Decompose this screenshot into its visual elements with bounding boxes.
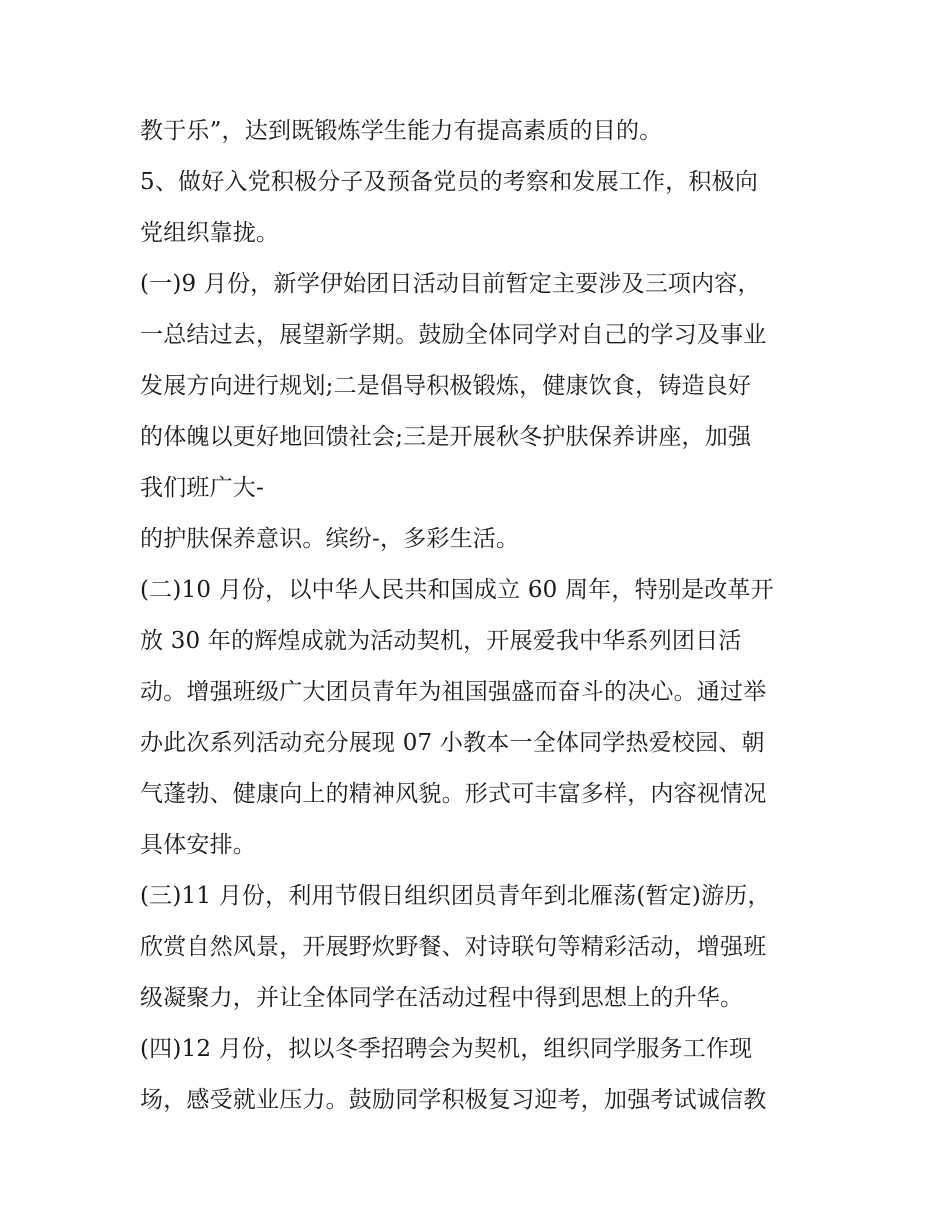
text-line: 欣赏自然风景，开展野炊野餐、对诗联句等精彩活动，增强班 [140,934,767,960]
text-line: 的护肤保养意识。缤纷-，多彩生活。 [140,526,520,552]
text-line: 发展方向进行规划;二是倡导积极锻炼，健康饮食，铸造良好 [140,373,752,399]
text-line: (一)9 月份，新学伊始团日活动目前暂定主要涉及三项内容， [140,271,761,297]
text-line: 党组织靠拢。 [140,220,280,246]
text-line: 放 30 年的辉煌成就为活动契机，开展爱我中华系列团日活 [140,628,742,654]
text-line: (三)11 月份，利用节假日组织团员青年到北雁荡(暂定)游历， [140,883,771,909]
text-line: 我们班广大- [140,475,264,501]
text-line: 办此次系列活动充分展现 07 小教本一全体同学热爱校园、朝 [140,730,765,756]
text-line: 5、做好入党积极分子及预备党员的考察和发展工作，积极向 [140,169,759,195]
text-line: 的体魄以更好地回馈社会;三是开展秋冬护肤保养讲座，加强 [140,424,752,450]
text-line: 教于乐”，达到既锻炼学生能力有提高素质的目的。 [140,118,663,144]
text-line: 一总结过去，展望新学期。鼓励全体同学对自己的学习及事业 [140,322,767,348]
text-line: 具体安排。 [140,832,256,858]
document-body [140,106,820,1126]
text-line: 场，感受就业压力。鼓励同学积极复习迎考，加强考试诚信教 [140,1087,767,1113]
text-line: 动。增强班级广大团员青年为祖国强盛而奋斗的决心。通过举 [140,679,767,705]
text-line: (四)12 月份，拟以冬季招聘会为契机，组织同学服务工作现 [140,1036,753,1062]
text-line: (二)10 月份，以中华人民共和国成立 60 周年，特别是改革开 [140,577,774,603]
text-line: 气蓬勃、健康向上的精神风貌。形式可丰富多样，内容视情况 [140,781,767,807]
text-line: 级凝聚力，并让全体同学在活动过程中得到思想上的升华。 [140,985,744,1011]
